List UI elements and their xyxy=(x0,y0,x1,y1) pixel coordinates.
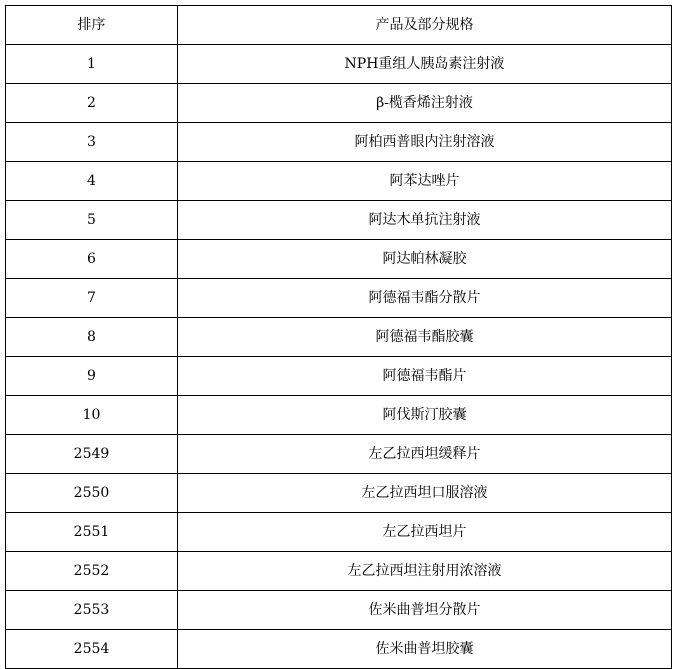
row-product-name: 左乙拉西坦注射用浓溶液 xyxy=(178,552,672,591)
table-row xyxy=(6,318,672,357)
row-product-name: NPH重组人胰岛素注射液 xyxy=(178,45,672,84)
row-product-name: 阿苯达唑片 xyxy=(178,162,672,201)
table-row xyxy=(6,435,672,474)
header-index: 排序 xyxy=(6,6,178,45)
row-index: 2552 xyxy=(6,552,178,591)
table-row xyxy=(6,396,672,435)
table-row xyxy=(6,357,672,396)
table-row xyxy=(6,201,672,240)
row-product-name: 阿达帕林凝胶 xyxy=(178,240,672,279)
table-row xyxy=(6,123,672,162)
row-index: 4 xyxy=(6,162,178,201)
product-table xyxy=(5,5,672,669)
row-index: 6 xyxy=(6,240,178,279)
row-product-name: 阿德福韦酯分散片 xyxy=(178,279,672,318)
header-row xyxy=(6,6,672,45)
row-index: 2553 xyxy=(6,591,178,630)
table-row xyxy=(6,45,672,84)
row-index: 9 xyxy=(6,357,178,396)
row-product-name: 左乙拉西坦片 xyxy=(178,513,672,552)
table-row xyxy=(6,630,672,669)
row-product-name: 左乙拉西坦缓释片 xyxy=(178,435,672,474)
row-index: 3 xyxy=(6,123,178,162)
row-product-name: 佐米曲普坦分散片 xyxy=(178,591,672,630)
row-product-name: 阿达木单抗注射液 xyxy=(178,201,672,240)
row-index: 2 xyxy=(6,84,178,123)
table-row xyxy=(6,591,672,630)
row-index: 5 xyxy=(6,201,178,240)
table-row xyxy=(6,240,672,279)
row-product-name: 阿柏西普眼内注射溶液 xyxy=(178,123,672,162)
row-index: 10 xyxy=(6,396,178,435)
row-product-name: 阿德福韦酯胶囊 xyxy=(178,318,672,357)
table-row xyxy=(6,279,672,318)
row-index: 2549 xyxy=(6,435,178,474)
table-row xyxy=(6,552,672,591)
table-row xyxy=(6,474,672,513)
row-product-name: β-榄香烯注射液 xyxy=(178,84,672,123)
row-product-name: 阿伐斯汀胶囊 xyxy=(178,396,672,435)
table-row xyxy=(6,84,672,123)
table-row xyxy=(6,162,672,201)
row-index: 2550 xyxy=(6,474,178,513)
table-row xyxy=(6,513,672,552)
row-product-name: 左乙拉西坦口服溶液 xyxy=(178,474,672,513)
row-index: 2551 xyxy=(6,513,178,552)
row-index: 7 xyxy=(6,279,178,318)
row-index: 1 xyxy=(6,45,178,84)
row-product-name: 阿德福韦酯片 xyxy=(178,357,672,396)
row-index: 2554 xyxy=(6,630,178,669)
header-product-name: 产品及部分规格 xyxy=(178,6,672,45)
row-index: 8 xyxy=(6,318,178,357)
row-product-name: 佐米曲普坦胶囊 xyxy=(178,630,672,669)
